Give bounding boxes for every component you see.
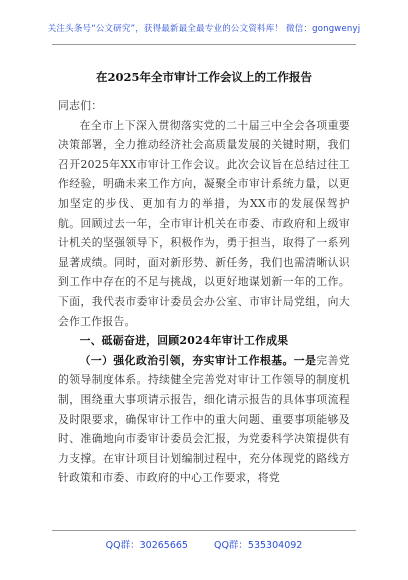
header-divider [52, 44, 356, 45]
section-heading: 一、砥砺奋进，回顾2024年审计工作成果 [79, 334, 289, 348]
header-notice: 关注头条号“公文研究”，获得最新最全最专业的公文资料库！ 微信：gongwenyj [47, 24, 361, 34]
intro-paragraph: 在全市上下深入贯彻落实党的二十届三中全会各项重要决策部署，全力推动经济社会高质量发展的关键时期，我们召开2025年XX市审计工作会议。此次会议旨在总结过往工作经验，明确未来工作方向，凝聚全市审计系统力量，以更加坚定的步伐、更加有力的举措，为XX市的发展保驾护航。回顾过去一年，全市审计机关在市委、市政府和上级审计机关的坚强领导下，积极作为，勇于担当，取得了一系列显著成绩。同时，面对新形势、新任务，我们也需清晰认识到工作中存在的不足与挑战，以更好地谋划新一年的工作。下面，我代表市委审计委员会办公室、市审计局党组，向大会作工作报告。 [58, 118, 350, 328]
document-body [58, 96, 350, 488]
subsection-label: （一）强化政治引领，夯实审计工作根基。 [79, 353, 294, 367]
document-title: 在2025年全市审计工作会议上的工作报告 [95, 70, 312, 84]
qq-group-2: QQ群：535304092 [213, 540, 303, 551]
qq-group-1: QQ群：30265665 [105, 540, 188, 551]
subsection-lead: 一是 [293, 353, 317, 367]
subsection-text: 完善党的领导制度体系。持续健全完善党对审计工作领导的制度机制，围绕重大事项请示报告，细化请示报告的具体事项流程及时限要求，确保审计工作中的重大问题、重要事项能够及时、准确地向市委审计委员会汇报，为党委科学决策提供有力支撑。在审计项目计划编制过程中，充分体现党的路线方针政策和市委、市政府的中心工作要求，将党 [58, 353, 350, 485]
subsection-paragraph [58, 351, 350, 488]
greeting: 同志们： [58, 99, 103, 112]
footer-divider [52, 530, 356, 531]
footer-contact [0, 537, 408, 551]
